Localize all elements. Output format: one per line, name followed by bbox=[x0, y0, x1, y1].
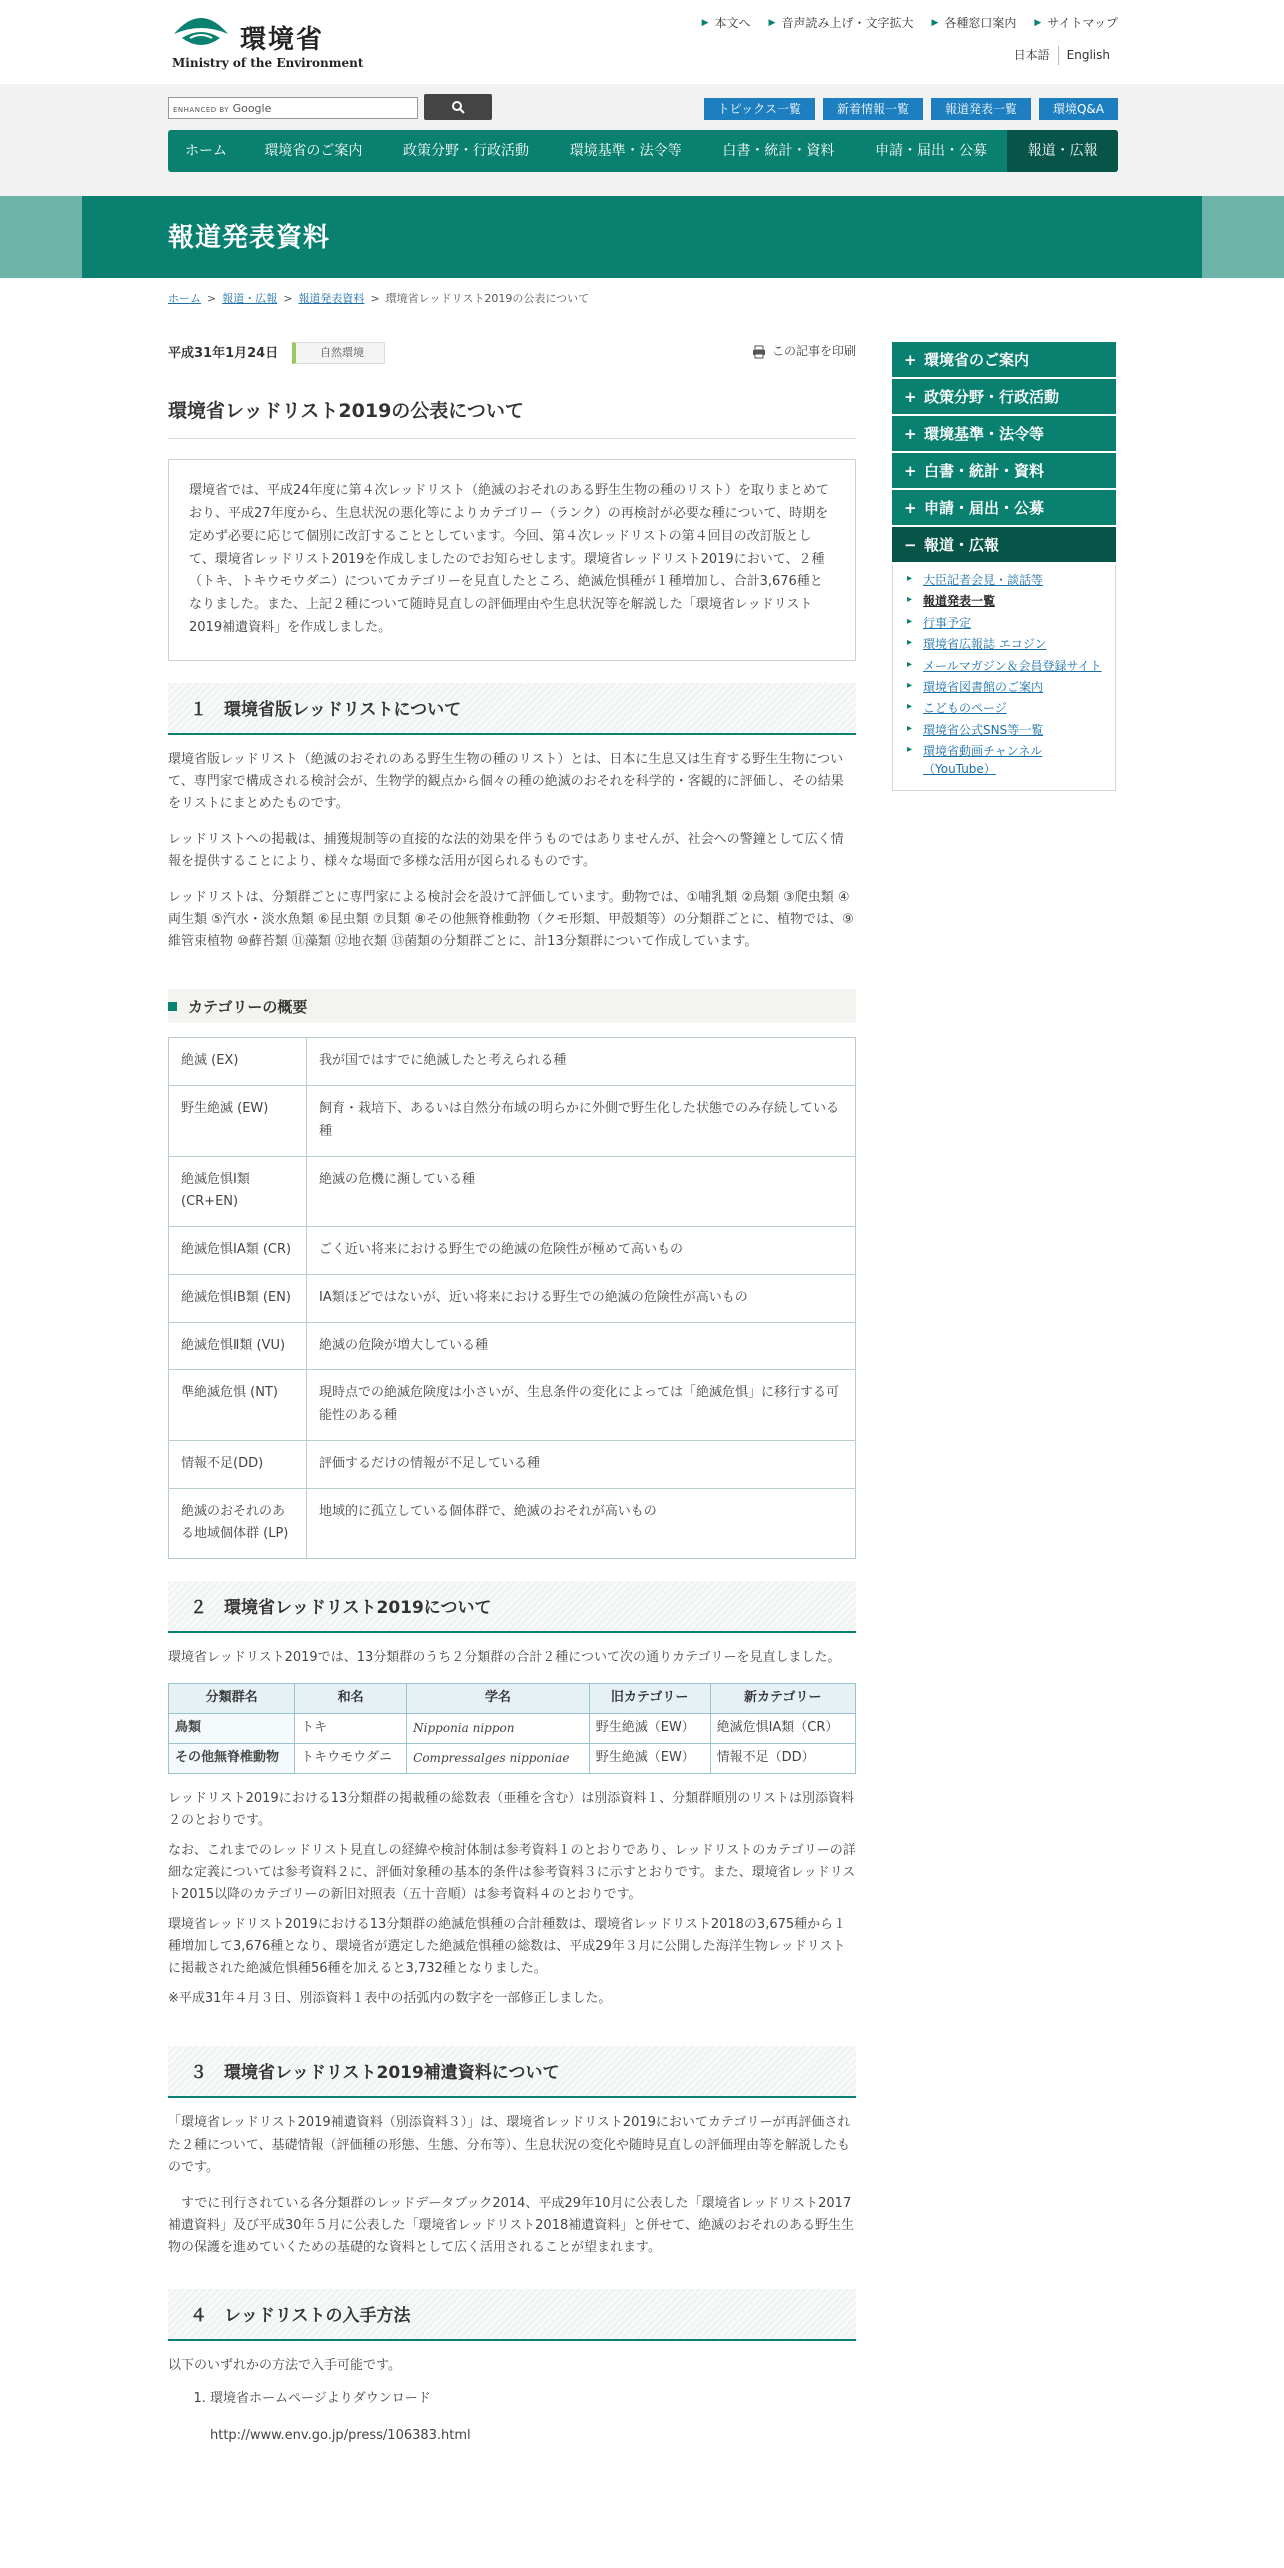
sidebar-item-label: 白書・統計・資料 bbox=[924, 462, 1045, 480]
nav-press[interactable]: 報道・広報 bbox=[1007, 130, 1118, 172]
utility-link-sitemap[interactable]: ▶ サイトマップ bbox=[1034, 16, 1118, 30]
column-header: 和名 bbox=[295, 1684, 407, 1714]
table-row bbox=[169, 1488, 856, 1559]
page-title-banner bbox=[0, 196, 1284, 278]
page-title: 報道発表資料 bbox=[168, 223, 331, 253]
download-url[interactable]: http://www.env.go.jp/press/106383.html bbox=[210, 2427, 471, 2443]
category-description: 飼育・栽培下、あるいは自然分布域の明らかに外側で野生化した状態でのみ存続している種 bbox=[307, 1086, 856, 1157]
submenu-label: 大臣記者会見・談話等 bbox=[923, 573, 1044, 587]
submenu-label: メールマガジン＆会員登録サイト bbox=[923, 658, 1102, 673]
utility-link-skip[interactable]: ▶ 本文へ bbox=[701, 16, 751, 30]
utility-link-accessibility[interactable]: ▶ 音声読み上げ・文字拡大 bbox=[768, 16, 914, 30]
old-category-cell: 野生絶滅（EW） bbox=[589, 1714, 710, 1744]
nav-applications[interactable]: 申請・届出・公募 bbox=[875, 143, 988, 159]
article-title: 環境省レッドリスト2019の公表について bbox=[168, 396, 856, 439]
submenu-link-ecojin[interactable] bbox=[903, 634, 1105, 655]
search-button[interactable] bbox=[424, 94, 492, 120]
sidebar-item-press[interactable] bbox=[892, 527, 1116, 564]
print-label: この記事を印刷 bbox=[771, 344, 856, 358]
nav-policy[interactable]: 政策分野・行政活動 bbox=[403, 143, 529, 159]
sidebar-item-label: 申請・届出・公募 bbox=[924, 499, 1045, 517]
breadcrumb-press-releases[interactable]: 報道発表資料 bbox=[298, 292, 365, 305]
search-nav-band bbox=[0, 84, 1284, 196]
revision-note: ※平成31年４月３日、別添資料１表中の括弧内の数字を一部修正しました。 bbox=[168, 1991, 612, 2007]
category-name: 絶滅危惧Ⅱ類 (VU) bbox=[169, 1322, 307, 1370]
scientific-name-cell: Nipponia nippon bbox=[407, 1714, 590, 1744]
quick-links bbox=[704, 98, 1118, 120]
subsection-heading-categories: カテゴリーの概要 bbox=[168, 989, 856, 1023]
category-table bbox=[168, 1037, 856, 1559]
category-description: 絶滅の危険が増大している種 bbox=[307, 1322, 856, 1370]
category-description: 地域的に孤立している個体群で、絶滅のおそれが高いもの bbox=[307, 1488, 856, 1559]
nav-home[interactable]: ホーム bbox=[185, 143, 227, 159]
sidebar-item-whitepaper[interactable] bbox=[892, 453, 1116, 490]
category-name: 情報不足(DD) bbox=[169, 1440, 307, 1488]
submenu-link-kids[interactable] bbox=[903, 698, 1105, 719]
category-name: 準絶滅危惧 (NT) bbox=[169, 1370, 307, 1441]
table-row bbox=[169, 1322, 856, 1370]
logo-japanese-text: 環境省 bbox=[240, 25, 325, 55]
taxon-cell: その他無脊椎動物 bbox=[169, 1743, 295, 1773]
table-row bbox=[169, 1440, 856, 1488]
quick-link-press[interactable]: 報道発表一覧 bbox=[931, 98, 1031, 120]
breadcrumb-current: 環境省レッドリスト2019の公表について bbox=[385, 292, 590, 305]
arrow-icon: ▶ bbox=[931, 18, 939, 29]
category-description: 絶滅の危機に瀕している種 bbox=[307, 1156, 856, 1227]
species-revision-table bbox=[168, 1683, 856, 1773]
category-name: 絶滅危惧ⅠA類 (CR) bbox=[169, 1227, 307, 1275]
quick-link-new[interactable]: 新着情報一覧 bbox=[823, 98, 923, 120]
japanese-name-cell: トキウモウダニ bbox=[295, 1743, 407, 1773]
column-header: 新カテゴリー bbox=[710, 1684, 855, 1714]
arrow-icon: ▶ bbox=[701, 18, 709, 29]
sidebar-item-about[interactable] bbox=[892, 342, 1116, 379]
sidebar-item-label: 環境基準・法令等 bbox=[924, 425, 1045, 443]
sidebar-item-label: 環境省のご案内 bbox=[924, 351, 1030, 369]
table-row bbox=[169, 1370, 856, 1441]
paragraph: すでに刊行されている各分類群のレッドデータブック2014、平成29年10月に公表した「環境省レッドリスト2017補遺資料」及び平成30年５月に公表した「環境省レッドリスト2018補遺資料」と併せて、絶滅のおそれのある野生生物の保護を進めていくための基礎的な資料として広く活用されることが望まれます。 bbox=[168, 2195, 854, 2255]
paragraph: 環境省版レッドリスト（絶滅のおそれのある野生生物の種のリスト）とは、日本に生息又は生育する野生生物について、専門家で構成される検討会が、生物学的観点から個々の種の絶滅のおそれを科学的・客観的に評価し、その結果をリストにまとめたものです。 bbox=[168, 751, 844, 811]
japanese-name-cell: トキ bbox=[295, 1714, 407, 1744]
submenu-link-press-list[interactable] bbox=[903, 591, 1105, 612]
minus-icon: − bbox=[904, 536, 917, 554]
submenu-label: 環境省公式SNS等一覧 bbox=[923, 722, 1044, 737]
section-heading-1: １ 環境省版レッドリストについて bbox=[168, 683, 856, 735]
table-row bbox=[169, 1156, 856, 1227]
paragraph: 以下のいずれかの方法で入手可能です。 bbox=[168, 2358, 401, 2374]
category-name: 野生絶滅 (EW) bbox=[169, 1086, 307, 1157]
breadcrumb-separator: > bbox=[370, 292, 380, 305]
submenu-link-events[interactable] bbox=[903, 613, 1105, 634]
sidebar-item-applications[interactable] bbox=[892, 490, 1116, 527]
logo-english-text: Ministry of the Environment bbox=[172, 56, 364, 70]
arrow-icon: ▶ bbox=[768, 18, 776, 29]
submenu-label: 環境省動画チャンネル（YouTube） bbox=[923, 744, 1043, 776]
nav-about[interactable]: 環境省のご案内 bbox=[264, 143, 363, 159]
taxon-cell: 鳥類 bbox=[169, 1714, 295, 1744]
paragraph: なお、これまでのレッドリスト見直しの経緯や検討体制は参考資料１のとおりであり、レッドリストのカテゴリーの詳細な定義については参考資料２に、評価対象種の基本的条件は参考資料３に示すとおりです。また、環境省レッドリスト2015以降のカテゴリーの新旧対照表（五十音順）は参考資料４のとおりです。 bbox=[168, 1842, 856, 1902]
category-description: ごく近い将来における野生での絶滅の危険性が極めて高いもの bbox=[307, 1227, 856, 1275]
column-header: 分類群名 bbox=[169, 1684, 295, 1714]
sidebar-item-standards[interactable] bbox=[892, 416, 1116, 453]
new-category-cell: 絶滅危惧ⅠA類（CR） bbox=[710, 1714, 855, 1744]
lang-japanese[interactable]: 日本語 bbox=[1013, 48, 1050, 62]
category-name: 絶滅危惧ⅠB類 (EN) bbox=[169, 1274, 307, 1322]
sidebar-item-label: 政策分野・行政活動 bbox=[924, 388, 1060, 406]
sidebar-item-label: 報道・広報 bbox=[924, 536, 1000, 554]
plus-icon: + bbox=[904, 425, 917, 443]
breadcrumb-separator: > bbox=[283, 292, 293, 305]
category-description: 評価するだけの情報が不足している種 bbox=[307, 1440, 856, 1488]
breadcrumb-press-pr[interactable]: 報道・広報 bbox=[222, 292, 278, 305]
table-row bbox=[169, 1227, 856, 1275]
category-description: ⅠA類ほどではないが、近い将来における野生での絶滅の危険性が高いもの bbox=[307, 1274, 856, 1322]
scientific-name-cell: Compressalges nipponiae bbox=[407, 1743, 590, 1773]
section-heading-4: ４ レッドリストの入手方法 bbox=[168, 2289, 856, 2341]
nav-standards[interactable]: 環境基準・法令等 bbox=[569, 143, 682, 159]
plus-icon: + bbox=[904, 499, 917, 517]
printer-icon bbox=[752, 345, 766, 359]
submenu-link-mail-magazine[interactable] bbox=[903, 656, 1105, 677]
section-heading-2: ２ 環境省レッドリスト2019について bbox=[168, 1581, 856, 1633]
breadcrumb-separator: > bbox=[207, 292, 217, 305]
category-name: 絶滅 (EX) bbox=[169, 1038, 307, 1086]
quick-link-topics[interactable]: トピックス一覧 bbox=[704, 98, 815, 120]
table-row bbox=[169, 1714, 856, 1744]
paragraph: レッドリスト2019における13分類群の掲載種の総数表（亜種を含む）は別添資料１、分類群順別のリストは別添資料２のとおりです。 bbox=[168, 1790, 854, 1828]
plus-icon: + bbox=[904, 388, 917, 406]
search-input[interactable] bbox=[168, 97, 418, 119]
global-nav bbox=[168, 130, 1118, 172]
paragraph: 環境省レッドリスト2019では、13分類群のうち２分類群の合計２種について次の通りカテゴリーを見直しました。 bbox=[168, 1650, 841, 1666]
site-header bbox=[0, 0, 1284, 84]
submenu-link-minister-conference[interactable] bbox=[903, 570, 1105, 591]
logo-mark-icon bbox=[168, 8, 234, 52]
submenu-label: 環境省図書館のご案内 bbox=[923, 679, 1044, 694]
sidebar-submenu bbox=[892, 564, 1116, 791]
category-description: 我が国ではすでに絶滅したと考えられる種 bbox=[307, 1038, 856, 1086]
paragraph: 環境省レッドリスト2019における13分類群の絶滅危惧種の合計種数は、環境省レッドリスト2018の3,675種から１種増加して3,676種となり、環境省が選定した絶滅危惧種の総数は、平成29年３月に公開した海洋生物レッドリストに掲載された絶滅危惧種56種を加えると3,732種となりました。 bbox=[168, 1917, 847, 1977]
table-row bbox=[169, 1274, 856, 1322]
submenu-label: 報道発表一覧 bbox=[923, 594, 996, 609]
search-brand: Google bbox=[232, 102, 272, 115]
paragraph: レッドリストは、分類群ごとに専門家による検討会を設けて評価しています。動物では、①哺乳類 ②鳥類 ③爬虫類 ④両生類 ⑤汽水・淡水魚類 ⑥昆虫類 ⑦貝類 ⑧その他無脊椎動物（クモ形類、甲殻類等）の分類群ごとに、植物では、⑨維管束植物 ⑩蘚苔類 ⑪藻類 ⑫地衣類 ⑬菌類の分類群ごとに、計13分類群について作成しています。 bbox=[168, 890, 854, 950]
table-row bbox=[169, 1743, 856, 1773]
lang-english[interactable]: English bbox=[1058, 46, 1118, 65]
column-header: 旧カテゴリー bbox=[589, 1684, 710, 1714]
plus-icon: + bbox=[904, 351, 917, 369]
submenu-label: こどものページ bbox=[923, 701, 1007, 716]
sidebar-item-policy[interactable] bbox=[892, 379, 1116, 416]
submenu-link-library[interactable] bbox=[903, 677, 1105, 698]
sidebar bbox=[892, 342, 1116, 791]
list-item: 1. 環境省ホームページよりダウンロード bbox=[210, 2389, 856, 2410]
article-meta bbox=[168, 340, 856, 370]
utility-link-contact[interactable]: ▶ 各種窓口案内 bbox=[931, 16, 1017, 30]
breadcrumb-home[interactable]: ホーム bbox=[168, 292, 201, 305]
nav-whitepaper[interactable]: 白書・統計・資料 bbox=[722, 143, 835, 159]
breadcrumb bbox=[168, 290, 589, 308]
lead-summary: 環境省では、平成24年度に第４次レッドリスト（絶滅のおそれのある野生生物の種のリスト）を取りまとめており、平成27年度から、生息状況の悪化等によりカテゴリー（ランク）の再検討が必要な種について、時期を定めず必要に応じて個別に改訂することとしています。今回、第４次レッドリストの第４回目の改訂版として、環境省レッドリスト2019を作成しましたのでお知らせします。環境省レッドリスト2019において、２種（トキ、トキウモウダニ）についてカテゴリーを見直したところ、絶滅危惧種が１種増加し、合計3,676種となりました。また、上記２種について随時見直しの評価理由や生息状況等を解説した「環境省レッドリスト2019補遺資料」を作成しました。 bbox=[168, 459, 856, 660]
paragraph: レッドリストへの掲載は、捕獲規制等の直接的な法的効果を伴うものではありませんが、社会への警鐘として広く情報を提供することにより、様々な場面で多様な活用が図られるものです。 bbox=[168, 831, 844, 870]
submenu-link-sns[interactable] bbox=[903, 720, 1105, 741]
table-header-row bbox=[169, 1684, 856, 1714]
category-tag: 自然環境 bbox=[292, 342, 385, 364]
print-button[interactable] bbox=[752, 342, 856, 361]
utility-nav bbox=[702, 14, 1118, 33]
paragraph: 「環境省レッドリスト2019補遺資料（別添資料３）」は、環境省レッドリスト2019においてカテゴリーが再評価された２種について、基礎情報（評価種の形態、生態、分布等）、生息状況の変化や随時見直しの評価理由等を解説したものです。 bbox=[168, 2115, 851, 2175]
section-heading-3: ３ 環境省レッドリスト2019補遺資料について bbox=[168, 2046, 856, 2098]
table-row bbox=[169, 1086, 856, 1157]
table-row bbox=[169, 1038, 856, 1086]
submenu-link-youtube[interactable] bbox=[903, 741, 1105, 780]
submenu-label: 行事予定 bbox=[923, 615, 972, 630]
ministry-logo[interactable] bbox=[168, 6, 364, 70]
new-category-cell: 情報不足（DD） bbox=[710, 1743, 855, 1773]
search-icon bbox=[451, 100, 465, 114]
submenu-label: 環境省広報誌 エコジン bbox=[923, 637, 1047, 652]
column-header: 学名 bbox=[407, 1684, 590, 1714]
old-category-cell: 野生絶滅（EW） bbox=[589, 1743, 710, 1773]
article-date: 平成31年1月24日 bbox=[168, 346, 279, 361]
category-name: 絶滅のおそれのある地域個体群 (LP) bbox=[169, 1488, 307, 1559]
search-brand-small: ENHANCED BY bbox=[173, 106, 230, 114]
arrow-icon: ▶ bbox=[1034, 18, 1042, 29]
language-switcher bbox=[1006, 46, 1118, 65]
main-content bbox=[168, 340, 856, 2447]
quick-link-qa[interactable]: 環境Q&A bbox=[1039, 98, 1118, 120]
category-name: 絶滅危惧Ⅰ類 (CR+EN) bbox=[169, 1156, 307, 1227]
category-description: 現時点での絶滅危険度は小さいが、生息条件の変化によっては「絶滅危惧」に移行する可能性のある種 bbox=[307, 1370, 856, 1441]
download-methods-list bbox=[168, 2389, 856, 2410]
plus-icon: + bbox=[904, 462, 917, 480]
